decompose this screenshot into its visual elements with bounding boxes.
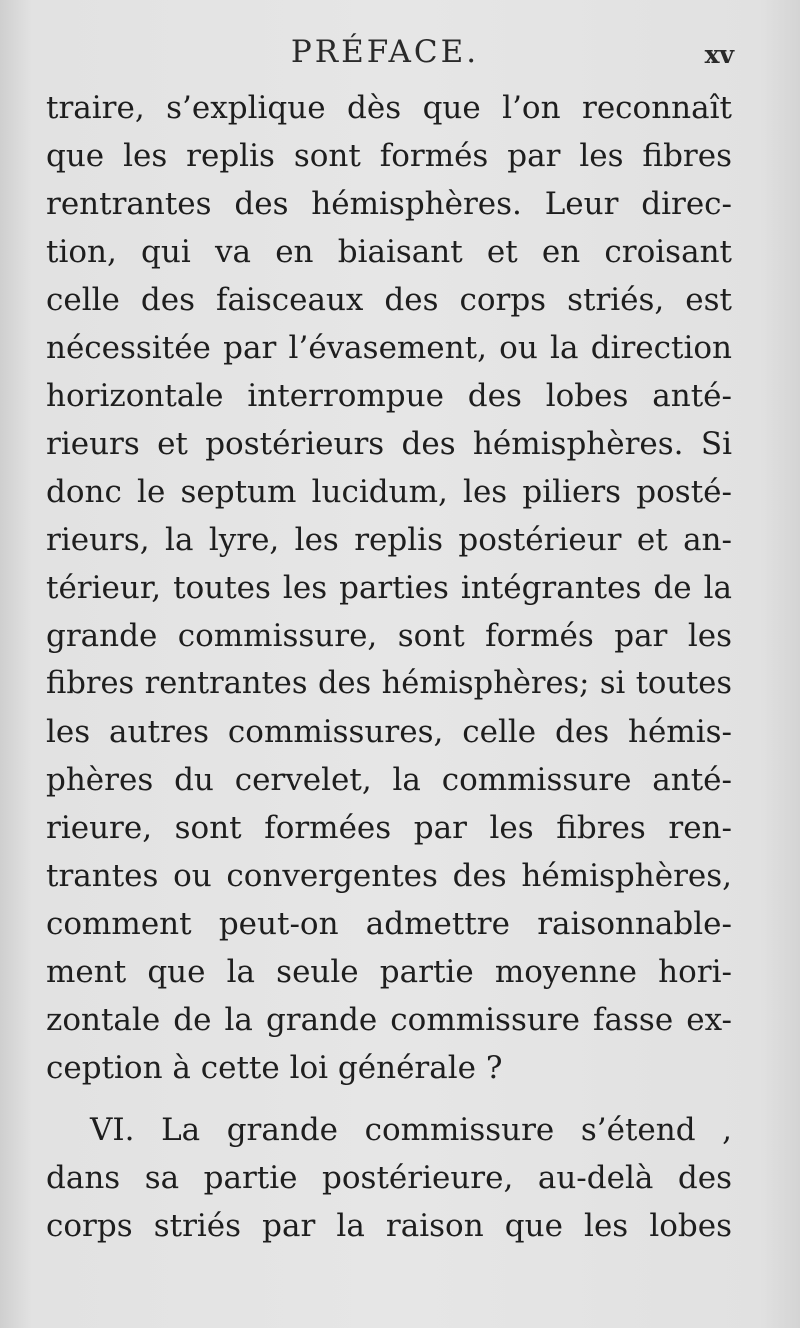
paragraph-gap: [46, 1092, 732, 1106]
text-line: ception à cette loi générale ?: [46, 1050, 503, 1086]
text-line: rieure, sont formées par les fibres ren-: [46, 810, 732, 846]
text-line: donc le septum lucidum, les piliers posté-: [46, 474, 732, 510]
text-line: grande commissure, sont formés par les: [46, 618, 732, 654]
text-line: rentrantes des hémisphères. Leur direc-: [46, 186, 732, 222]
text-line: rieurs et postérieurs des hémisphères. Si: [46, 426, 732, 462]
text-line: traire, s’explique dès que l’on reconnaît: [46, 90, 732, 126]
page-number: xv: [704, 40, 734, 69]
text-line: phères du cervelet, la commissure anté-: [46, 762, 732, 798]
text-line: zontale de la grande commissure fasse ex-: [46, 1002, 732, 1038]
body-text: [46, 84, 732, 1250]
running-title: PRÉFACE.: [290, 34, 480, 70]
text-line: les autres commissures, celle des hémis-: [46, 714, 732, 750]
text-line: dans sa partie postérieure, au-delà des: [46, 1160, 732, 1196]
text-line: rieurs, la lyre, les replis postérieur et an-: [46, 522, 732, 558]
text-line: fibres rentrantes des hémisphères; si toutes: [46, 666, 732, 701]
text-line: que les replis sont formés par les fibres: [46, 138, 732, 174]
text-line: corps striés par la raison que les lobes: [46, 1208, 732, 1244]
text-line: celle des faisceaux des corps striés, est: [46, 282, 732, 318]
text-line: térieur, toutes les parties intégrantes de la: [46, 570, 732, 606]
running-head: [0, 30, 800, 80]
text-line: trantes ou convergentes des hémisphères,: [46, 858, 732, 894]
text-line: horizontale interrompue des lobes anté-: [46, 378, 732, 414]
section-heading-line: VI. La grande commissure s’étend ,: [90, 1112, 732, 1148]
text-line: comment peut-on admettre raisonnable-: [46, 906, 732, 942]
text-line: ment que la seule partie moyenne hori-: [46, 954, 732, 990]
text-line: nécessitée par l’évasement, ou la direction: [46, 330, 732, 366]
text-line: tion, qui va en biaisant et en croisant: [46, 234, 732, 270]
